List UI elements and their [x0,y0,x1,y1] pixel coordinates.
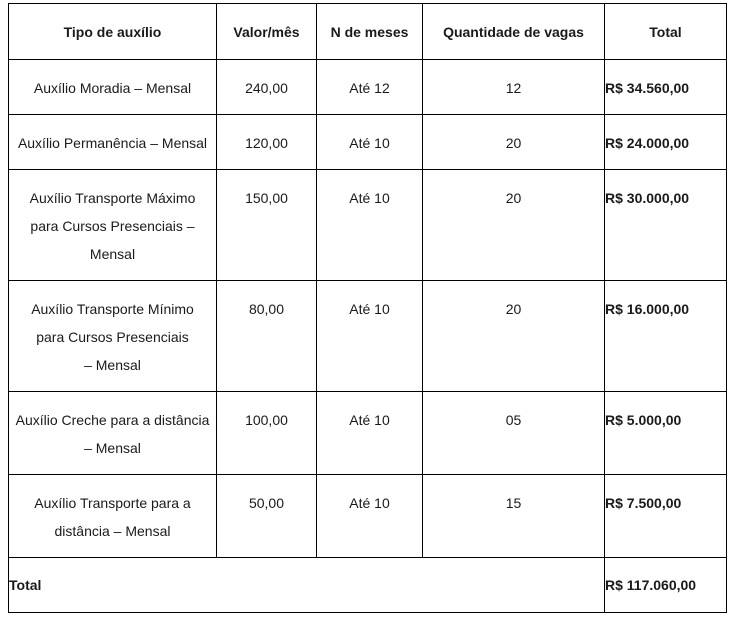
cell-vagas: 12 [423,60,605,115]
header-vagas: Quantidade de vagas [423,4,605,60]
header-tipo: Tipo de auxílio [9,4,217,60]
cell-valor: 50,00 [217,475,317,558]
table-row [9,475,727,558]
table-row [9,60,727,115]
cell-meses: Até 10 [317,392,423,475]
cell-meses: Até 10 [317,115,423,170]
footer-row [9,558,727,613]
benefits-table [8,3,727,613]
cell-tipo: Auxílio Creche para a distância – Mensal [9,392,217,475]
cell-tipo: Auxílio Permanência – Mensal [9,115,217,170]
cell-meses: Até 12 [317,60,423,115]
cell-total: R$ 16.000,00 [605,281,727,392]
cell-meses: Até 10 [317,281,423,392]
cell-total: R$ 24.000,00 [605,115,727,170]
table-row [9,115,727,170]
table-row [9,281,727,392]
cell-meses: Até 10 [317,475,423,558]
cell-vagas: 20 [423,281,605,392]
cell-valor: 150,00 [217,170,317,281]
cell-total: R$ 5.000,00 [605,392,727,475]
cell-total: R$ 7.500,00 [605,475,727,558]
header-valor: Valor/mês [217,4,317,60]
cell-valor: 120,00 [217,115,317,170]
header-total: Total [605,4,727,60]
cell-vagas: 05 [423,392,605,475]
cell-meses: Até 10 [317,170,423,281]
cell-valor: 80,00 [217,281,317,392]
cell-valor: 100,00 [217,392,317,475]
cell-valor: 240,00 [217,60,317,115]
cell-total: R$ 30.000,00 [605,170,727,281]
cell-vagas: 20 [423,115,605,170]
footer-label: Total [9,558,605,613]
cell-tipo: Auxílio Transporte para a distância – Mensal [9,475,217,558]
table-row [9,170,727,281]
cell-total: R$ 34.560,00 [605,60,727,115]
cell-tipo: Auxílio Transporte Máximo para Cursos Presenciais – Mensal [9,170,217,281]
header-meses: N de meses [317,4,423,60]
cell-vagas: 20 [423,170,605,281]
header-row [9,4,727,60]
cell-vagas: 15 [423,475,605,558]
table-row [9,392,727,475]
cell-tipo: Auxílio Transporte Mínimo para Cursos Presenciais – Mensal [9,281,217,392]
footer-total: R$ 117.060,00 [605,558,727,613]
cell-tipo: Auxílio Moradia – Mensal [9,60,217,115]
